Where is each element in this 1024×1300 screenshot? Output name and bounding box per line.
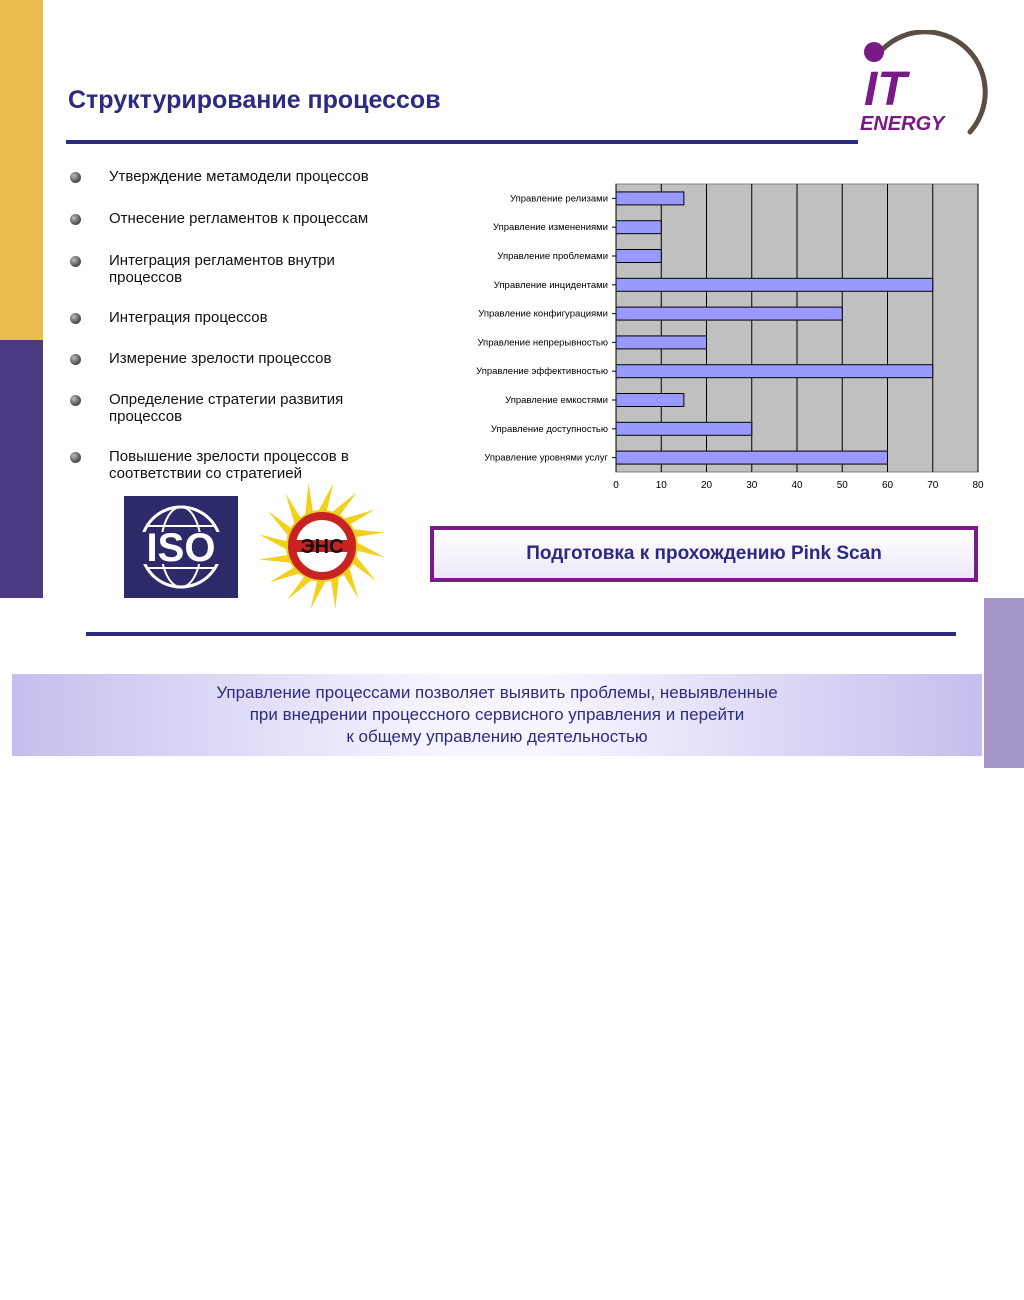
chart-category-label: Управление доступностью	[490, 423, 608, 435]
bullet-text: Утверждение метамодели процессов	[109, 168, 369, 185]
chart-x-tick-label: 20	[700, 480, 713, 491]
chart-category-label: Управление емкостями	[505, 395, 608, 406]
bullet-item	[70, 210, 409, 227]
chart-x-tick-label: 40	[791, 480, 803, 491]
slide-title: Структурирование процессов	[68, 86, 441, 114]
chart-bar	[616, 307, 842, 320]
pink-scan-text: Подготовка к прохождению Pink Scan	[526, 543, 882, 564]
bullet-text: Интеграция процессов	[109, 309, 268, 326]
chart-bar	[616, 422, 752, 435]
bullet-text: Определение стратегии развития процессов	[109, 391, 344, 425]
chart-category-label: Управление изменениями	[493, 222, 608, 234]
chart-bar	[616, 250, 661, 263]
title-divider	[66, 140, 858, 144]
logo-text-energy: ENERGY	[860, 113, 945, 135]
bullet-text: Отнесение регламентов к процессам	[109, 210, 369, 227]
bullet-dot-icon	[70, 395, 81, 406]
iso-globe-icon	[124, 496, 238, 598]
sun-ray-icon	[356, 542, 385, 558]
chart-category-label: Управление конфигурациями	[478, 308, 608, 320]
chart-x-tick-label: 30	[746, 480, 758, 491]
iso-logo	[124, 496, 238, 598]
bullet-dot-icon	[70, 214, 81, 225]
chart-x-tick-label: 0	[613, 480, 619, 491]
bullet-item	[70, 350, 409, 367]
chart-bar	[616, 394, 684, 407]
sun-ray-icon	[311, 580, 327, 609]
chart-x-tick-label: 70	[927, 480, 939, 491]
logo-text-it: IT	[864, 63, 907, 116]
chart-x-tick-label: 60	[881, 480, 894, 491]
bullet-item	[70, 448, 409, 482]
chart-bar	[616, 451, 888, 464]
left-accent-bar-purple	[0, 340, 43, 598]
ens-logo-text: ЭНС	[300, 536, 344, 558]
bullet-item	[70, 168, 409, 185]
chart-bar	[616, 221, 661, 234]
bullet-item	[70, 252, 409, 286]
bullet-text: Измерение зрелости процессов	[109, 350, 332, 367]
chart-x-tick-label: 10	[655, 480, 667, 491]
chart-category-label: Управление эффективностью	[476, 366, 608, 378]
process-maturity-bar-chart	[440, 180, 1000, 500]
chart-category-label: Управление непрерывностью	[477, 337, 608, 349]
bullet-dot-icon	[70, 172, 81, 183]
page-number: 15	[994, 1274, 1016, 1299]
footer-line: при внедрении процессного сервисного управления и перейти	[249, 705, 745, 724]
ens-sun-logo	[252, 478, 392, 613]
it-energy-logo	[840, 30, 990, 150]
bottom-divider	[86, 632, 956, 636]
chart-bar	[616, 278, 933, 291]
footer-line: Управление процессами позволяет выявить проблемы, невыявленные	[216, 683, 778, 702]
footer-line: к общему управлению деятельностью	[346, 727, 648, 746]
chart-category-label: Управление инцидентами	[493, 279, 608, 291]
bullet-item	[70, 391, 409, 425]
right-accent-bar	[984, 598, 1024, 1299]
bullet-dot-icon	[70, 452, 81, 463]
sun-ray-icon	[318, 483, 334, 512]
sun-ray-icon	[259, 535, 288, 551]
bullet-dot-icon	[70, 354, 81, 365]
left-accent-bar-yellow	[0, 0, 43, 340]
bullet-dot-icon	[70, 313, 81, 324]
chart-category-label: Управление уровнями услуг	[484, 452, 608, 464]
chart-bar	[616, 365, 933, 378]
bullet-text: Интеграция регламентов внутри процессов	[109, 252, 335, 286]
chart-x-tick-label: 80	[972, 480, 984, 491]
bullet-item	[70, 309, 409, 326]
chart-x-tick-label: 50	[836, 480, 848, 491]
chart-bar	[616, 192, 684, 205]
footer-summary	[12, 674, 982, 756]
chart-category-label: Управление релизами	[509, 193, 608, 205]
bullet-dot-icon	[70, 256, 81, 267]
pink-scan-callout	[430, 526, 978, 582]
bullet-text: Повышение зрелости процессов в соответствии со стратегией	[109, 448, 349, 482]
iso-logo-text: ISO	[146, 526, 216, 570]
chart-category-label: Управление проблемами	[497, 251, 608, 262]
chart-bar	[616, 336, 707, 349]
